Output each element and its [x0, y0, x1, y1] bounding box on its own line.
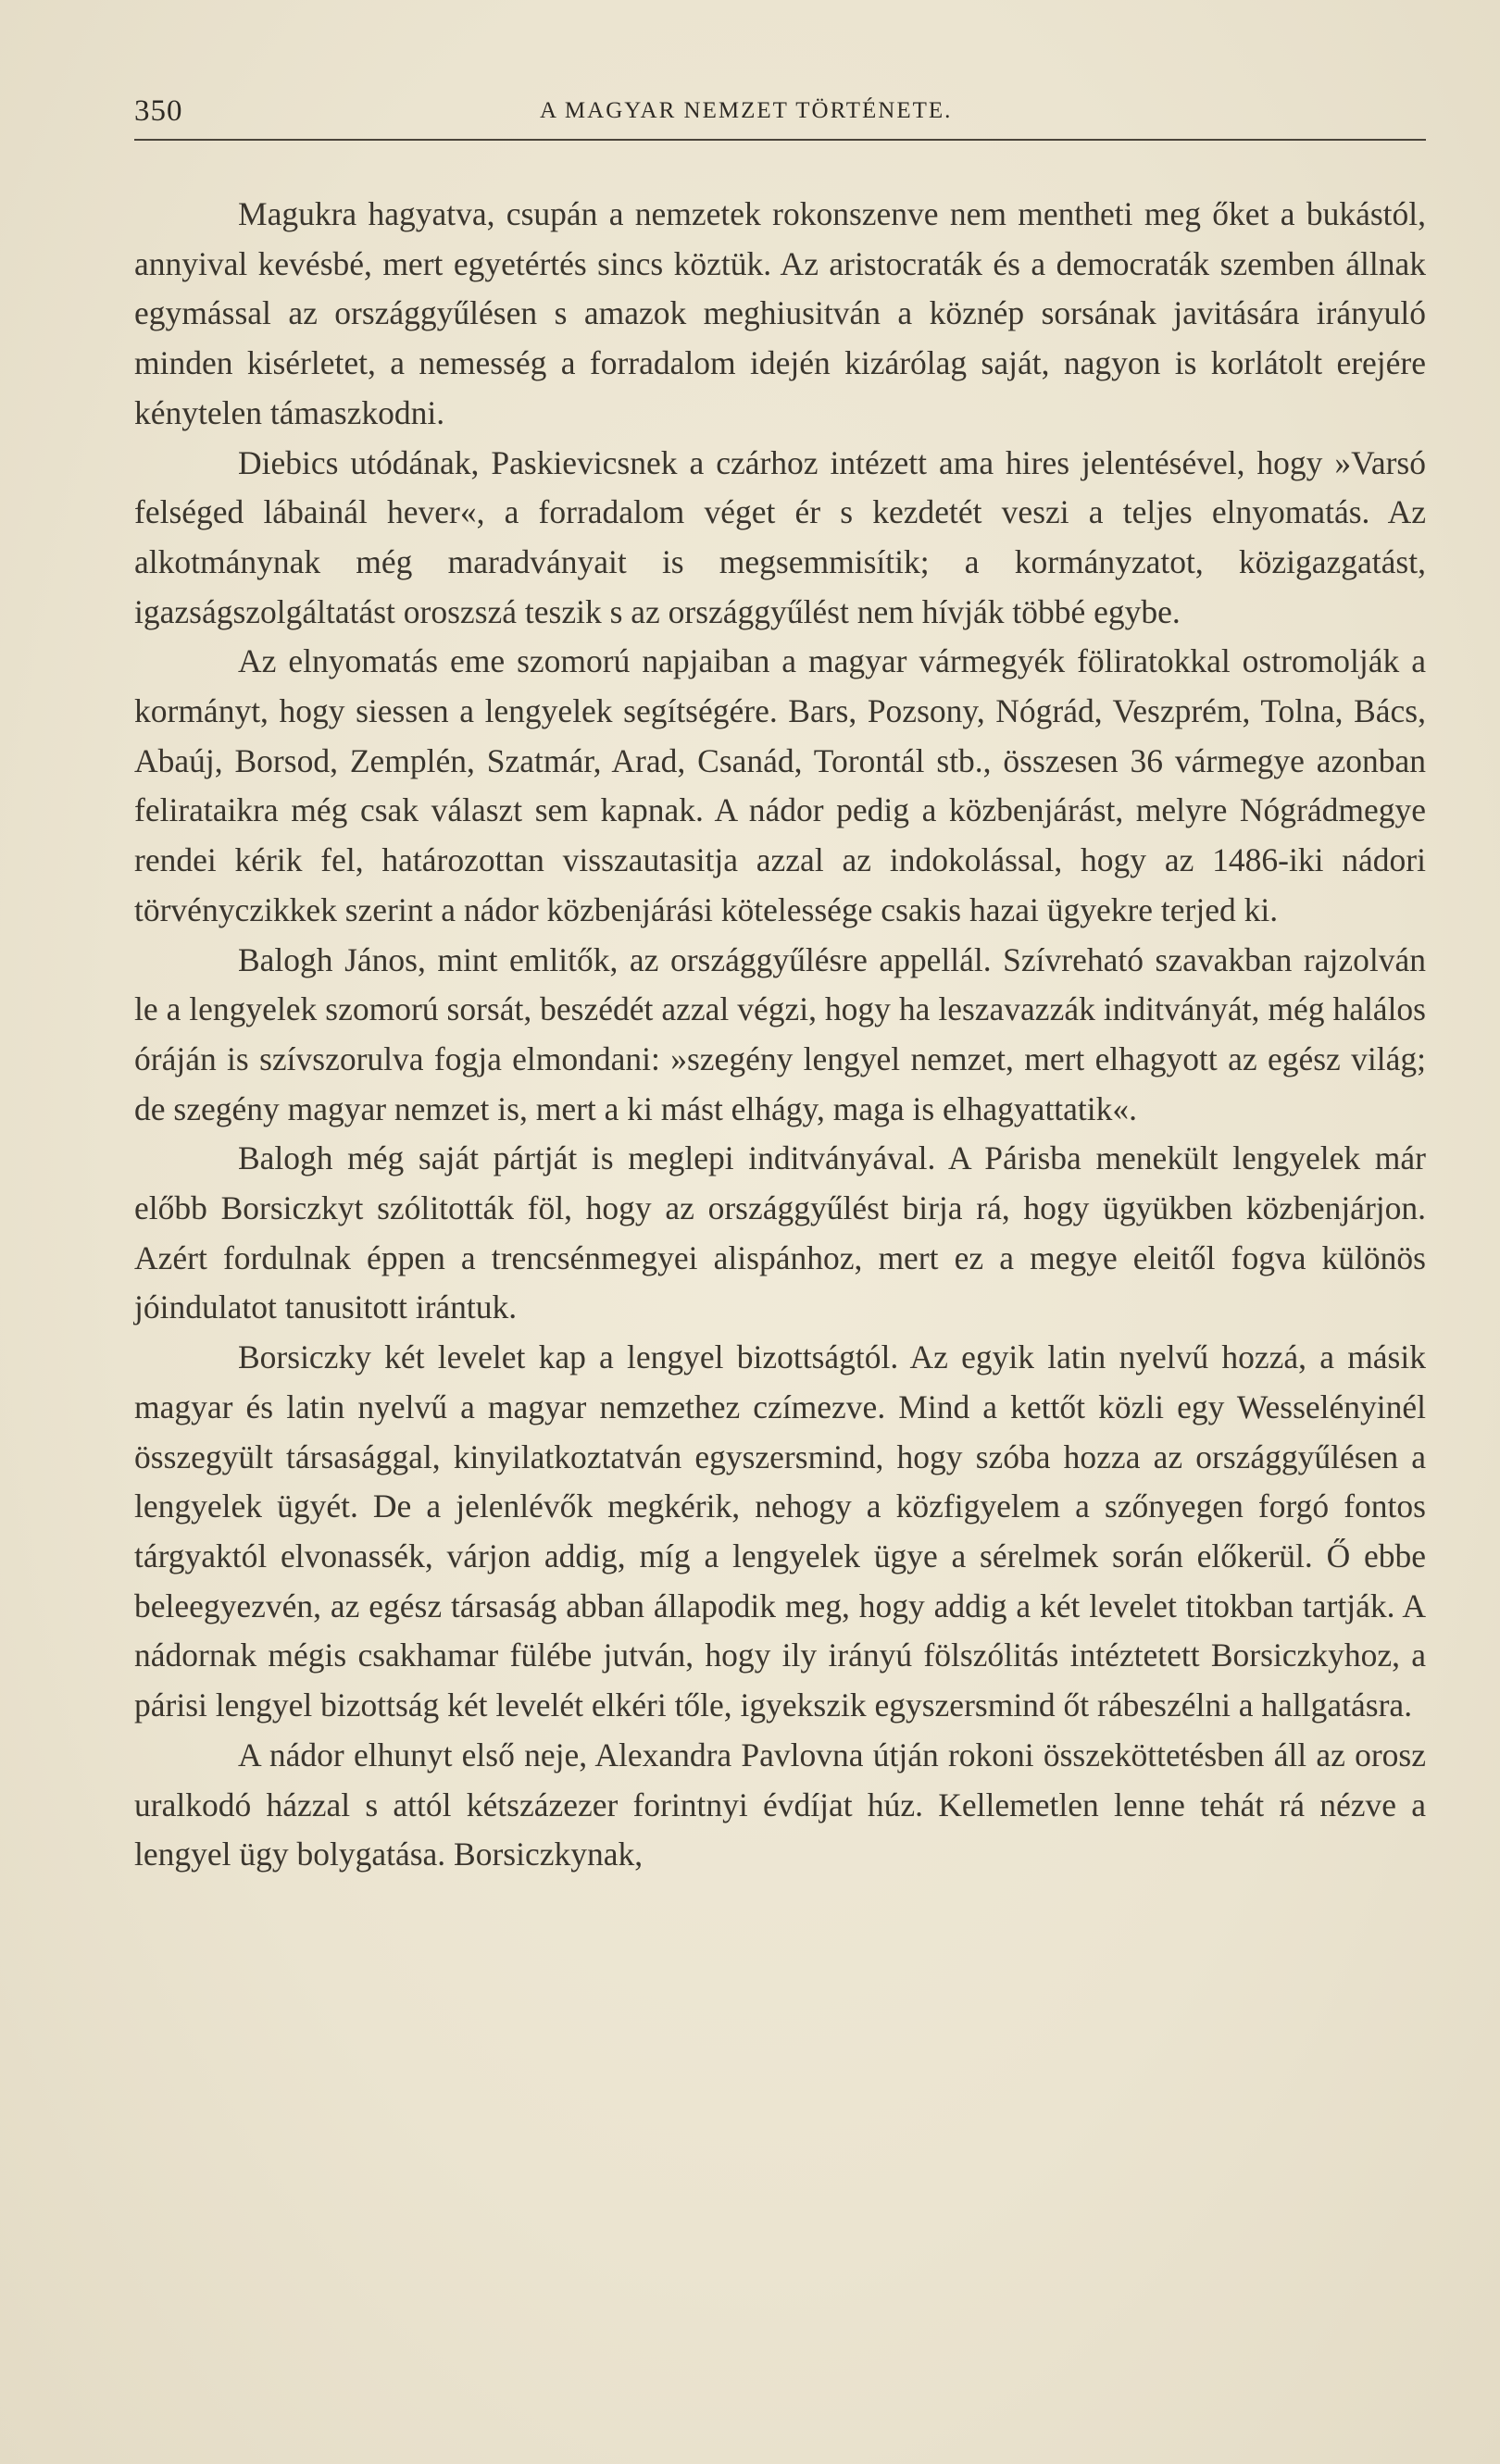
paragraph-7: A nádor elhunyt első neje, Alexandra Pavlovna útján rokoni összeköttetésben áll az orosz uralkodó házzal s attól kétszázezer forintnyi évdíjat húz. Kellemetlen lenne tehát rá nézve a lengyel ügy bolygatása. Borsiczkynak,	[134, 1736, 1426, 1873]
paragraph-3: Az elnyomatás eme szomorú napjaiban a magyar vármegyék föliratokkal ostromolják a kormányt, hogy siessen a lengyelek segítségére. Bars, Pozsony, Nógrád, Veszprém, Tolna, Bács, Abaúj, Borsod, Zemplén, Szatmár, Arad, Csanád, Torontál stb., összesen 36 vármegye azonban feliratаikra még csak választ sem kapnak. A nádor pedig a közbenjárást, melyre Nógrádmegye rendei kérik fel, határozottan visszautasitja azzal az indokolással, hogy az 1486-iki nádori törvényczikkek szerint a nádor közbenjárási kötelessége csakis hazai ügyekre terjed ki.	[134, 642, 1426, 928]
paragraph-5: Balogh még saját pártját is meglepi inditványával. A Párisba menekült lengyelek már előbb Borsiczkyt szólitották föl, hogy az országgyűlést birja rá, hogy ügyükben közbenjárjon. Azért fordulnak éppen a trencsénmegyei alispánhoz, mert ez a megye eleitől fogva különös jóindulatot tanusitott irántuk.	[134, 1139, 1426, 1326]
running-title: A MAGYAR NEMZET TÖRTÉNETE.	[540, 98, 953, 123]
paragraph-6: Borsiczky két levelet kap a lengyel bizottságtól. Az egyik latin nyelvű hozzá, a másik magyar és latin nyelvű a magyar nemzethez czímezve. Mind a kettőt közli egy Wesselényinél összegyült társasággal, kinyilatkoztatván egyszersmind, hogy szóba hozza az országgyűlésen a lengyelek ügyét. De a jelenlévők megkérik, nehogy a közfigyelem a szőnyegen forgó fontos tárgyaktól elvonassék, várjon addig, míg a lengyelek ügye a sérelmek során előkerül. Ő ebbe beleegyezvén, az egész társaság abban állapodik meg, hogy addig a két levelet titokban tartják. A nádornak mégis csakhamar fülébe jutván, hogy ily irányú fölszólitás intéztetett Borsiczkyhoz, a párisi lengyel bizottság két levelét elkéri tőle, igyekszik egyszersmind őt rábeszélni a hallgatásra.	[134, 1338, 1426, 1724]
paragraph-4: Balogh János, mint emlitők, az országgyűlésre appellál. Szívreható szavakban rajzolván le a lengyelek szomorú sorsát, beszédét azzal végzi, hogy ha leszavazzák inditványát, még halálos óráján is szívszorulva fogja elmondani: »szegény lengyel nemzet, mert elhagyott az egész világ; de szegény magyar nemzet is, mert a ki mást elhágy, maga is elhagyattatik«.	[134, 940, 1426, 1127]
body-text	[134, 190, 1426, 1880]
header-rule	[134, 139, 1426, 141]
paragraph-2: Diebics utódának, Paskievicsnek a czárhoz intézett ama hires jelentésével, hogy »Varsó felséged lábainál hever«, a forradalom véget ér s kezdetét veszi a teljes elnyomatás. Az alkotmánynak még maradványait is megsemmisítik; a kormányzatot, közigazgatást, igazságszolgáltatást oroszszá teszik s az országgyűlést nem hívják többé egybe.	[134, 443, 1426, 630]
page-header	[134, 94, 1426, 131]
page-number: 350	[134, 94, 183, 128]
paragraph-1: Magukra hagyatva, csupán a nemzetek rokonszenve nem mentheti meg őket a bukástól, annyival kevésbé, mert egyetértés sincs köztük. Az aristocraták és a democraták szemben állnak egymással az országgyűlésen s amazok meghiusitván a köznép sorsának javitására irányuló minden kisérletet, a nemesség a forradalom idején kizárólag saját, nagyon is korlátolt erejére kénytelen támaszkodni.	[134, 195, 1426, 431]
